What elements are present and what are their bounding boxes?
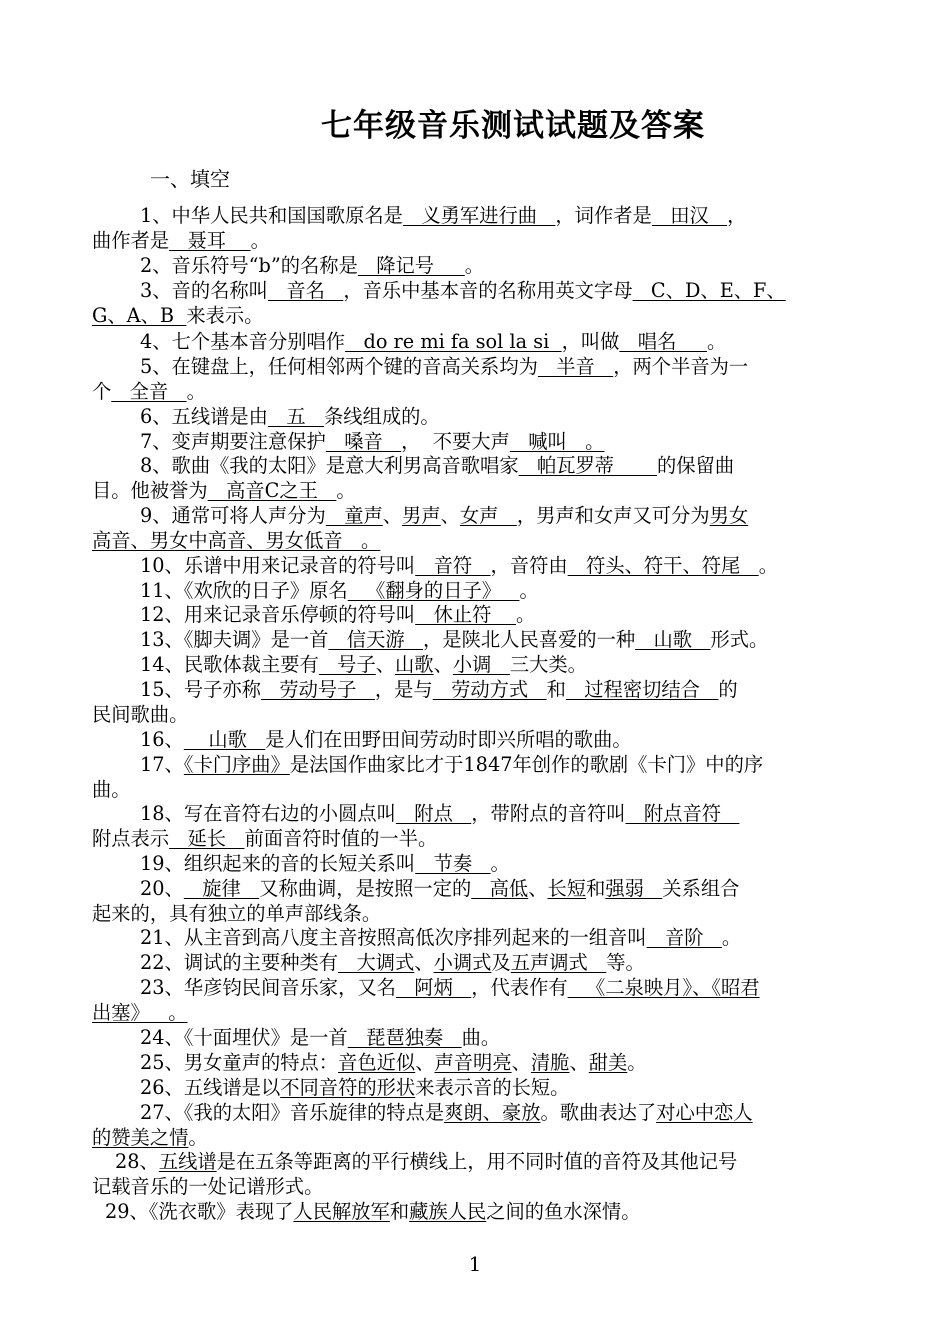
answer-blank: 高音、男女中高音、男女低音 。 xyxy=(92,529,381,552)
text-line xyxy=(140,752,860,777)
answer-blank: 音符 xyxy=(415,554,491,577)
question-text: 、 xyxy=(414,951,434,974)
text-line xyxy=(92,528,860,553)
answer-blank: 音色近似 xyxy=(338,1051,416,1074)
answer-blank: 聂耳 xyxy=(169,229,251,252)
question-text: 28、 xyxy=(115,1150,159,1173)
text-line xyxy=(140,203,860,228)
answer-blank: 义勇军进行曲 xyxy=(402,204,556,227)
answer-blank: 五声调式 xyxy=(510,951,607,974)
question-text: 、 xyxy=(382,504,403,527)
text-line xyxy=(105,1199,860,1224)
answer-blank: 琵琶独奏 xyxy=(347,1026,462,1049)
question-text: 。 xyxy=(464,254,485,277)
question-text: 和 xyxy=(586,877,606,900)
answer-blank: 音名 xyxy=(267,279,344,302)
question-text: 附点表示 xyxy=(92,827,170,850)
answer-blank: 五 xyxy=(267,405,325,428)
question-text: 是人们在田野田间劳动时即兴所唱的歌曲。 xyxy=(265,728,632,751)
answer-blank: 小调 xyxy=(452,653,510,676)
answer-blank: 五线谱 xyxy=(158,1150,217,1173)
question-text: 。 xyxy=(188,1126,208,1149)
question-text: 记载音乐的一处记谱形式。 xyxy=(92,1175,324,1198)
question-text: 、 xyxy=(569,1051,589,1074)
question-text: 8、歌曲《我的太阳》是意大利男高音歌唱家 xyxy=(140,454,519,477)
question-text: 、 xyxy=(415,1051,435,1074)
question-text: 条线组成的。 xyxy=(324,405,440,428)
question-text: 。 xyxy=(336,479,356,502)
question-text: 11、《欢欣的日子》原名 xyxy=(140,579,348,602)
answer-blank: 《卡门序曲》 xyxy=(183,753,290,776)
question-text: 个 xyxy=(92,380,112,403)
question-text: 来表示音的长短。 xyxy=(415,1076,570,1099)
answer-blank: 的赞美之情 xyxy=(92,1126,189,1149)
text-line xyxy=(140,801,860,826)
question-text: 。 xyxy=(250,229,270,252)
question-text: ，叫做 xyxy=(561,330,620,353)
answer-blank: 帕瓦罗蒂 xyxy=(518,454,658,477)
text-line xyxy=(140,652,860,677)
text-line xyxy=(140,503,860,528)
text-line xyxy=(140,1100,860,1125)
question-text: ，音符由 xyxy=(490,554,568,577)
question-text: 等。 xyxy=(606,951,645,974)
text-line xyxy=(140,453,860,478)
answer-blank: 《翻身的日子》 xyxy=(347,579,520,602)
answer-blank: G、A、B xyxy=(92,304,187,327)
text-line xyxy=(92,1000,860,1025)
question-text: 曲。 xyxy=(92,778,131,801)
answer-blank: 清脆 xyxy=(530,1051,570,1074)
text-line xyxy=(92,826,860,851)
answer-blank: 强弱 xyxy=(605,877,663,900)
question-text: 20、 xyxy=(140,877,184,900)
page-number: 1 xyxy=(468,1252,482,1276)
answer-blank: 嗓音 xyxy=(325,430,402,453)
text-line xyxy=(140,727,860,752)
answer-blank: 女声 xyxy=(459,504,517,527)
text-line xyxy=(92,228,860,253)
question-text: 。 xyxy=(515,603,536,626)
question-text: 曲作者是 xyxy=(92,229,170,252)
answer-blank: 信天游 xyxy=(328,628,424,651)
section-heading: 一、填空 xyxy=(150,167,230,191)
text-line xyxy=(115,1149,860,1174)
answer-blank: 旋律 xyxy=(183,877,260,900)
answer-blank: 节奏 xyxy=(415,852,491,875)
question-text: 18、写在音符右边的小圆点叫 xyxy=(140,802,396,825)
question-text: 15、号子亦称 xyxy=(140,678,261,701)
text-line xyxy=(92,777,860,802)
answer-blank: 长短 xyxy=(547,877,587,900)
question-text: 22、调试的主要种类有 xyxy=(140,951,339,974)
question-text: 。 xyxy=(490,852,510,875)
answer-blank: 藏族人民 xyxy=(409,1200,487,1223)
question-text: 。 xyxy=(758,554,778,577)
text-line xyxy=(92,1174,860,1199)
question-text: 6、五线谱是由 xyxy=(140,405,268,428)
question-text: 4、七个基本音分别唱作 xyxy=(140,330,346,353)
answer-blank: 阿炳 xyxy=(395,976,472,999)
answer-blank: 休止符 xyxy=(415,603,516,626)
question-text: 。 xyxy=(186,380,206,403)
question-text: 。 xyxy=(519,579,539,602)
answer-blank: 高低 xyxy=(471,877,529,900)
text-line xyxy=(140,1025,860,1050)
question-text: 之间的鱼水深情。 xyxy=(486,1200,641,1223)
question-text: 来表示。 xyxy=(186,304,264,327)
answer-blank: 高音C之王 xyxy=(207,479,337,502)
answer-blank: 延长 xyxy=(169,827,245,850)
question-text: 。 xyxy=(707,330,727,353)
answer-blank: 对心中恋人 xyxy=(656,1101,753,1124)
question-text: ，男声和女声又可分为 xyxy=(516,504,710,527)
question-text: 1、中华人民共和国国歌原名是 xyxy=(140,204,403,227)
answer-blank: C、D、E、F、 xyxy=(632,279,786,302)
question-text: ，两个半音为一 xyxy=(613,355,749,378)
question-text: 14、民歌体裁主要有 xyxy=(140,653,319,676)
answer-blank: 山歌 xyxy=(395,653,434,676)
answer-blank: 全音 xyxy=(111,380,187,403)
answer-blank: 甜美 xyxy=(588,1051,628,1074)
question-text: 、 xyxy=(433,653,453,676)
text-line xyxy=(92,1125,860,1150)
question-text: 10、乐谱中用来记录音的符号叫 xyxy=(140,554,416,577)
text-line xyxy=(140,851,860,876)
question-text: 和 xyxy=(389,1200,410,1223)
question-text: ，词作者是 xyxy=(555,204,652,227)
answer-blank: 童声 xyxy=(325,504,383,527)
question-text: 曲。 xyxy=(461,1026,501,1049)
question-text: 2、音乐符号“b”的名称是 xyxy=(140,254,358,277)
question-text: 13、《脚夫调》是一首 xyxy=(140,628,329,651)
page-title: 七年级音乐测试试题及答案 xyxy=(321,108,705,144)
answer-blank: 《二泉映月》、《昭君 xyxy=(567,976,760,999)
answer-blank: 音阶 xyxy=(646,926,722,949)
question-text: 、 xyxy=(375,653,396,676)
question-text: ，代表作有 xyxy=(471,976,568,999)
text-line xyxy=(140,429,860,454)
question-text: 、 xyxy=(440,504,460,527)
question-text: 5、在键盘上，任何相邻两个键的音高关系均为 xyxy=(140,355,538,378)
question-text: 12、用来记录音乐停顿的符号叫 xyxy=(140,603,416,626)
text-line xyxy=(92,478,860,503)
answer-blank: 大调式 xyxy=(338,951,415,974)
question-text: 形式。 xyxy=(710,628,769,651)
question-text: 。 xyxy=(627,1051,647,1074)
answer-blank: 不同音符的形状 xyxy=(280,1076,416,1099)
question-text: 又称曲调，是按照一定的 xyxy=(259,877,472,900)
question-text: 是在五条等距离的平行横线上，用不同时值的音符及其他记号 xyxy=(216,1150,738,1173)
question-text: 24、《十面埋伏》是一首 xyxy=(140,1026,348,1049)
question-text: ， 不要大声 xyxy=(401,430,510,453)
answer-blank: 爽朗、豪放 xyxy=(444,1101,541,1124)
answer-blank: 劳动号子 xyxy=(260,678,375,701)
question-text: 23、华彦钧民间音乐家，又名 xyxy=(140,976,396,999)
question-text: 的 xyxy=(718,678,738,701)
question-text: 3、音的名称叫 xyxy=(140,279,268,302)
question-text: 9、通常可将人声分为 xyxy=(140,504,326,527)
answer-blank: 号子 xyxy=(318,653,376,676)
text-line xyxy=(140,975,860,1000)
answer-blank: 小调式 xyxy=(433,951,492,974)
question-text: 29、《洗衣歌》表现了 xyxy=(105,1200,294,1223)
question-text: 的保留曲 xyxy=(657,454,735,477)
question-text: 17、 xyxy=(140,753,184,776)
question-text: 及 xyxy=(491,951,511,974)
answer-blank: 降记号 xyxy=(357,254,465,277)
text-line xyxy=(140,329,860,354)
question-text: 16、 xyxy=(140,728,184,751)
text-line xyxy=(140,1050,860,1075)
text-line xyxy=(140,404,860,429)
text-line xyxy=(92,303,860,328)
answer-blank: 附点 xyxy=(395,802,472,825)
question-text: 21、从主音到高八度主音按照高低次序排列起来的一组音叫 xyxy=(140,926,647,949)
answer-blank: 男女 xyxy=(709,504,749,527)
text-line xyxy=(140,677,860,702)
text-line xyxy=(140,578,860,603)
answer-blank: 符头、符干、符尾 xyxy=(567,554,759,577)
text-line xyxy=(140,1075,860,1100)
question-text: 27、《我的太阳》音乐旋律的特点是 xyxy=(140,1101,445,1124)
question-text: 和 xyxy=(546,678,566,701)
question-text: ，是陕北人民喜爱的一种 xyxy=(423,628,636,651)
text-line xyxy=(140,602,860,627)
question-text: ，音乐中基本音的名称用英文字母 xyxy=(343,279,633,302)
text-line xyxy=(140,876,860,901)
question-text: 。 xyxy=(721,926,742,949)
text-line xyxy=(140,627,860,652)
answer-blank: 山歌 xyxy=(635,628,711,651)
question-text: 19、组织起来的音的长短关系叫 xyxy=(140,852,416,875)
answer-blank: 人民解放军 xyxy=(293,1200,390,1223)
answer-blank: 声音明亮 xyxy=(434,1051,512,1074)
text-line xyxy=(92,901,860,926)
text-line xyxy=(140,278,860,303)
text-line xyxy=(140,553,860,578)
answer-blank: 唱名 xyxy=(619,330,708,353)
text-line xyxy=(140,950,860,975)
question-text: ， xyxy=(727,204,747,227)
text-line xyxy=(92,702,860,727)
answer-blank: do re mi fa sol la si xyxy=(345,330,562,353)
question-text: 是法国作曲家比才于1847年创作的歌剧《卡门》中的序 xyxy=(289,753,764,776)
question-text: 。歌曲表达了 xyxy=(540,1101,657,1124)
text-line xyxy=(92,379,860,404)
question-text: 民间歌曲。 xyxy=(92,703,189,726)
question-text: 关系组合 xyxy=(662,877,740,900)
answer-blank: 山歌 xyxy=(183,728,266,751)
answer-blank: 附点音符 xyxy=(625,802,740,825)
question-text: 7、变声期要注意保护 xyxy=(140,430,326,453)
answer-blank: 出塞》 。 xyxy=(92,1001,188,1024)
question-text: 、 xyxy=(511,1051,531,1074)
question-text: ，带附点的音符叫 xyxy=(471,802,626,825)
question-text: 起来的，具有独立的单声部线条。 xyxy=(92,902,382,925)
answer-blank: 男声 xyxy=(402,504,441,527)
text-line xyxy=(140,253,860,278)
question-text: 三大类。 xyxy=(509,653,587,676)
answer-blank: 半音 xyxy=(537,355,614,378)
question-text: 、 xyxy=(528,877,548,900)
question-text: ，是与 xyxy=(374,678,433,701)
answer-blank: 喊叫 。 xyxy=(509,430,605,453)
question-text: 目。他被誉为 xyxy=(92,479,208,502)
answer-blank: 田汉 xyxy=(651,204,728,227)
question-text: 前面音符时值的一半。 xyxy=(244,827,438,850)
text-line xyxy=(140,925,860,950)
question-text: 26、五线谱是以 xyxy=(140,1076,281,1099)
answer-blank: 劳动方式 xyxy=(432,678,547,701)
question-text: 25、男女童声的特点： xyxy=(140,1051,339,1074)
answer-blank: 过程密切结合 xyxy=(565,678,719,701)
text-line xyxy=(140,354,860,379)
